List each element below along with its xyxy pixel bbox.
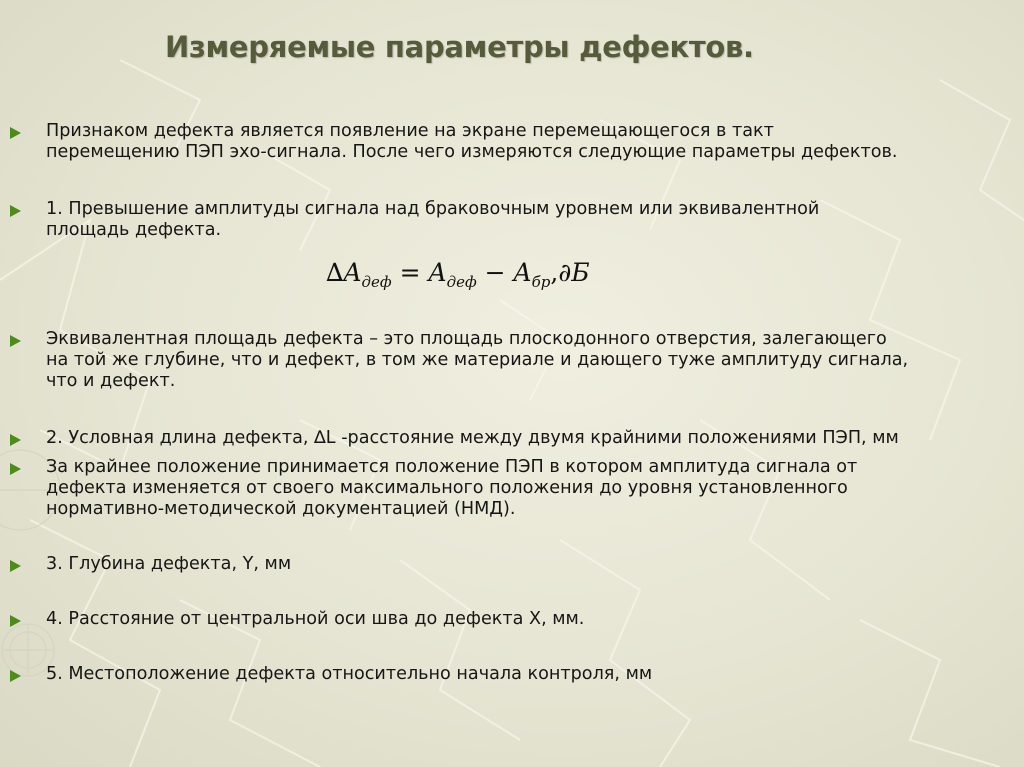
- item-text: [46, 609, 1024, 630]
- arrow-bullet-icon: [10, 615, 21, 627]
- item-line: что и дефект.: [46, 371, 176, 391]
- item-line: 2. Условная длина дефекта, ∆L -расстояние между двумя крайними положениями ПЭП, мм: [46, 428, 899, 448]
- formula-comma: ,: [550, 258, 559, 287]
- formula: [326, 258, 590, 291]
- item-text: [46, 329, 1024, 392]
- item-line: на той же глубине, что и дефект, в том же материале и дающего туже амплитуду сигнала,: [46, 350, 909, 370]
- slide-title: Измеряемые параметры дефектов.: [165, 30, 754, 64]
- formula-a2: A: [428, 258, 447, 287]
- arrow-bullet-icon: [10, 670, 21, 682]
- item-line: 5. Местоположение дефекта относительно начала контроля, мм: [46, 664, 653, 684]
- formula-a1: A: [343, 258, 362, 287]
- item-line: Признаком дефекта является появление на экране перемещающегося в такт: [46, 121, 774, 141]
- arrow-bullet-icon: [10, 560, 21, 572]
- item-line: 3. Глубина дефекта, Y, мм: [46, 554, 292, 574]
- formula-delta: ∆: [326, 258, 344, 287]
- formula-a3: A: [513, 258, 532, 287]
- item-text: [46, 428, 1024, 449]
- item-line: перемещению ПЭП эхо-сигнала. После чего измеряются следующие параметры дефектов.: [46, 142, 898, 162]
- arrow-bullet-icon: [10, 434, 21, 446]
- item-line: площадь дефекта.: [46, 220, 222, 240]
- arrow-bullet-icon: [10, 205, 21, 217]
- item-text: [46, 199, 1024, 241]
- formula-sub3: бр: [531, 273, 551, 291]
- formula-unit: ∂Б: [558, 258, 590, 287]
- item-line: 4. Расстояние от центральной оси шва до дефекта X, мм.: [46, 609, 585, 629]
- formula-sub2: деф: [446, 273, 477, 291]
- item-text: [46, 664, 1024, 685]
- item-line: дефекта изменяется от своего максимального положения до уровня установленного: [46, 478, 848, 498]
- formula-eq: =: [391, 258, 429, 287]
- item-line: нормативно-методической документацией (НМД).: [46, 499, 516, 519]
- item-text: [46, 554, 1024, 575]
- arrow-bullet-icon: [10, 463, 21, 475]
- item-text: [46, 457, 1024, 520]
- item-text: [46, 121, 1024, 163]
- item-line: 1. Превышение амплитуды сигнала над браковочным уровнем или эквивалентной: [46, 199, 820, 219]
- formula-minus: −: [476, 258, 514, 287]
- arrow-bullet-icon: [10, 127, 21, 139]
- formula-sub1: деф: [361, 273, 392, 291]
- item-line: Эквивалентная площадь дефекта – это площадь плоскодонного отверстия, залегающего: [46, 329, 887, 349]
- arrow-bullet-icon: [10, 335, 21, 347]
- item-line: За крайнее положение принимается положение ПЭП в котором амплитуда сигнала от: [46, 457, 858, 477]
